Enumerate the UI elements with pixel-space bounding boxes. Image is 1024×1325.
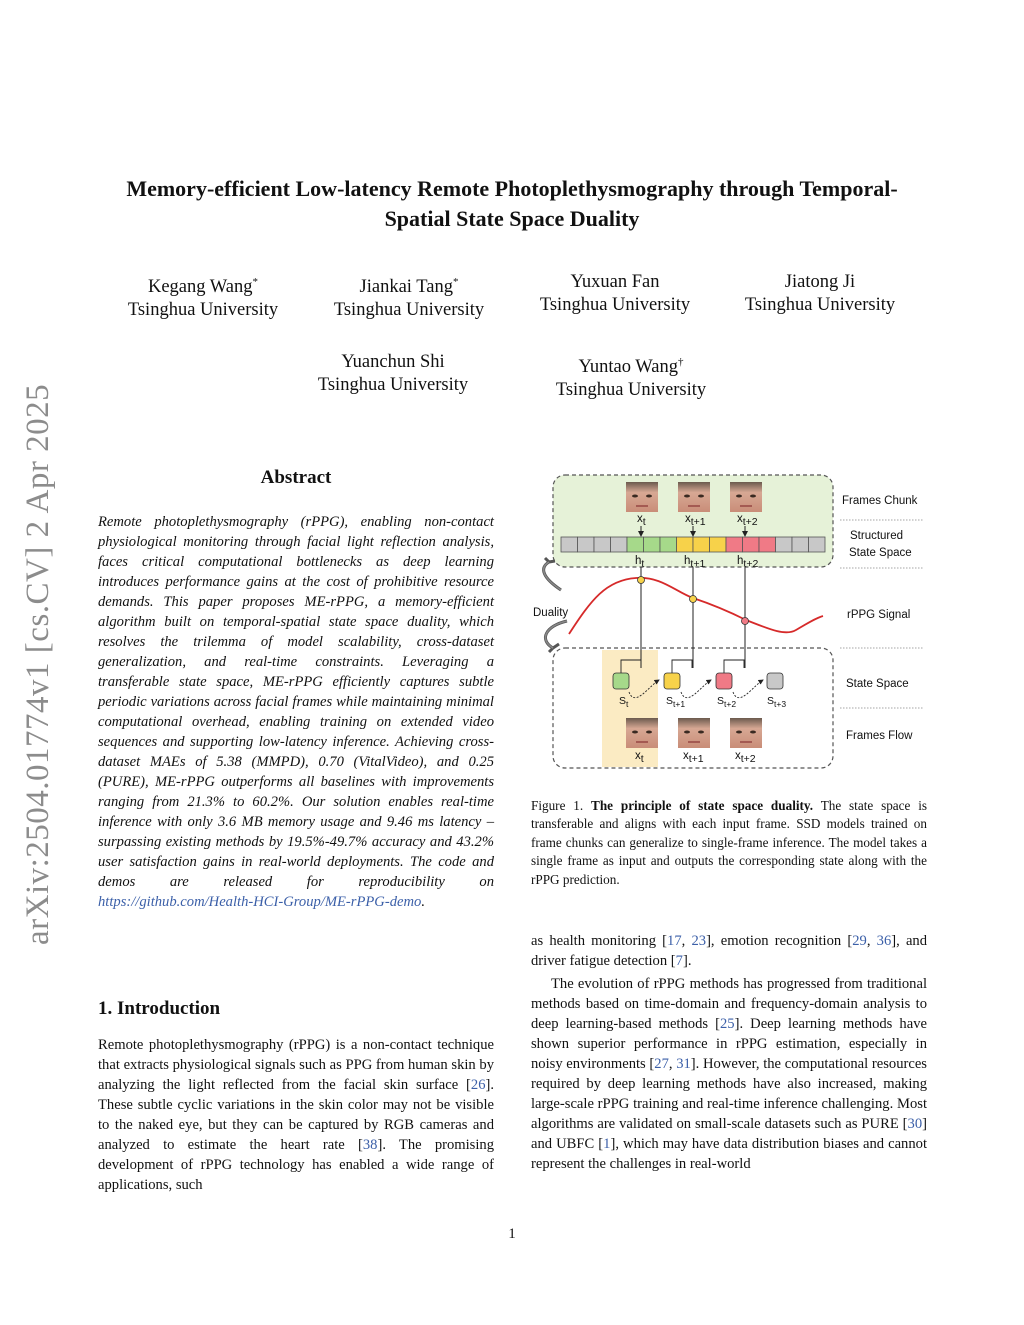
citation-link[interactable]: 25 [719, 1016, 735, 1032]
figure-1 [531, 470, 927, 775]
author-affiliation: Tsinghua University [744, 295, 896, 315]
top-x-label: xt+2 [737, 513, 758, 528]
signal-point [638, 577, 645, 584]
state-cell [809, 537, 826, 552]
abstract-heading: Abstract [260, 467, 332, 488]
author-2 [299, 271, 519, 322]
abstract-body-text: Remote photoplethysmography (rPPG), enabling non-contact physiological monitoring through facial light reflection analysis, faces critical computational bottlenecks as deep learning introduces performance gains at the cost of prohibitive resource demands. This paper proposes ME-rPPG, a memory-efficient algorithm built on temporal-spatial state space duality, which resolves the trilemma of model scalability, cross-dataset generalization, and real-time constraints. Leveraging a transferable state space, ME-rPPG efficiently captures subtle periodic variations across facial frames while maintaining minimal computational overhead, enabling training on extended video sequences and supporting low-latency inference. Achieving cross-dataset MAEs of 5.38 (MMPD), 0.70 (VitalVideo), and 0.25 (PURE), ME-rPPG outperforms all baselines with improvements ranging from 21.3% to 60.2%. Our solution enables real-time inference with only 3.6 MB memory usage and 9.46 ms latency – surpassing existing methods by 19.5%-49.7% accuracy and 43.2% user satisfaction gains in real-world deployments. The code and demos are released for reproducibility on [98, 514, 494, 890]
paragraph: as health monitoring [17, 23], emotion recognition [29, 36], and driver fatigue detection [7]. [531, 933, 928, 969]
structured-label: Structured [850, 530, 904, 542]
author-name: Jiankai Tang [359, 277, 453, 298]
signal-point [690, 596, 697, 603]
citation-link[interactable]: 1 [603, 1136, 611, 1152]
intro-paragraph [98, 1035, 494, 1195]
paper-title: Memory-efficient Low-latency Remote Photoplethysmography through Temporal-Spatial State Space Duality [126, 176, 898, 231]
signal-point [742, 618, 749, 625]
author-affiliation: Tsinghua University [127, 300, 279, 321]
caption-text: The state space is transferable and aligns with each input frame. SSD models trained on frame chunks can generalize to single-frame inference. The model takes a single frame as input and outputs the corresponding state along with the rPPG prediction. [531, 798, 928, 887]
bottom-x-label: xt+2 [735, 750, 756, 765]
hidden-label: ht+1 [684, 555, 706, 570]
state-label: $S_{t+3}$ [767, 695, 787, 709]
state-label: $S_{t+2}$ [717, 695, 737, 709]
state-connector [672, 660, 692, 673]
frames-chunk-label: Frames Chunk [842, 495, 918, 507]
state-box [613, 673, 629, 689]
code-link[interactable]: https://github.com/Health-HCI-Group/ME-rPPG-demo [98, 894, 422, 910]
state-box [767, 673, 783, 689]
face-image-bottom-xt2 [730, 718, 762, 748]
rppg-signal-label: rPPG Signal [847, 609, 911, 621]
duality-label: Duality [533, 607, 569, 619]
author-1 [93, 271, 313, 322]
structured-state-space-bar [561, 537, 825, 552]
author-mark: † [677, 356, 684, 368]
state-cell [677, 537, 694, 552]
text-run: ]. The promising development of rPPG technology has enabled a wide range of applications, such [98, 1137, 495, 1193]
author-4 [710, 271, 930, 317]
state-cell [611, 537, 628, 552]
figure-caption [531, 797, 927, 889]
citation-link[interactable]: 26 [470, 1077, 486, 1093]
face-image-xt1 [678, 482, 710, 512]
author-name: Jiatong Ji [784, 272, 856, 292]
state-cell [578, 537, 595, 552]
author-name: Yuanchun Shi [341, 352, 445, 372]
citation-link[interactable]: 31 [676, 1056, 691, 1072]
author-3 [505, 271, 725, 317]
author-affiliation: Tsinghua University [333, 300, 485, 321]
state-box [716, 673, 732, 689]
state-box [664, 673, 680, 689]
author-5 [283, 351, 503, 397]
top-x-label: xt [637, 513, 646, 528]
duality-arrows [544, 558, 567, 652]
top-x-label: xt+1 [685, 513, 706, 528]
state-cell [644, 537, 661, 552]
state-cell [561, 537, 578, 552]
state-cell [726, 537, 743, 552]
face-image-bottom-xt1 [678, 718, 710, 748]
face-image-xt [626, 482, 658, 512]
state-cell [792, 537, 809, 552]
author-name: Yuntao Wang [578, 357, 678, 378]
state-cell [776, 537, 793, 552]
citation-link[interactable]: 27 [654, 1056, 669, 1072]
state-cell [759, 537, 776, 552]
author-affiliation: Tsinghua University [539, 295, 691, 315]
citation-link[interactable]: 7 [675, 953, 683, 969]
state-cell [743, 537, 760, 552]
caption-label: Figure 1. [531, 798, 584, 813]
citation-link[interactable]: 17 [667, 933, 682, 949]
hidden-label: ht [635, 555, 645, 570]
author-affiliation: Tsinghua University [317, 375, 469, 395]
text-run: Remote photoplethysmography (rPPG) is a non-contact technique that extracts physiological signals such as PPG from human skin by analyzing the light reflected from the facial skin surface [ [98, 1037, 494, 1093]
citation-link[interactable]: 29 [852, 933, 867, 949]
state-cell [660, 537, 677, 552]
state-space-duality-diagram [531, 470, 927, 775]
citation-link[interactable]: 30 [907, 1116, 923, 1132]
citation-link[interactable]: 38 [362, 1137, 378, 1153]
citation-link[interactable]: 36 [876, 933, 892, 949]
frames-flow-label: Frames Flow [846, 730, 913, 742]
rppg-signal-curve [569, 578, 823, 634]
author-mark: * [252, 276, 258, 288]
state-label: $S_t$ [619, 695, 629, 709]
bottom-x-label: xt [635, 750, 644, 765]
author-name: Yuxuan Fan [570, 272, 660, 292]
abstract-text [98, 512, 494, 912]
state-cell [627, 537, 644, 552]
state-cell [710, 537, 727, 552]
current-frame-highlight [602, 650, 658, 767]
author-name: Kegang Wang [147, 277, 253, 298]
section-heading: 1. Introduction [98, 998, 221, 1019]
arxiv-identifier: arXiv:2504.01774v1 [cs.CV] 2 Apr 2025 [20, 383, 56, 945]
state-space-label: State Space [846, 678, 909, 690]
state-connector [724, 660, 744, 673]
bottom-x-label: xt+1 [683, 750, 704, 765]
hidden-label: ht+2 [737, 555, 759, 570]
text-run: ]. These subtle cyclic variations in the skin color may not be visible to the naked eye, but they can be captured by RGB cameras and analyzed to estimate the heart rate [ [98, 1077, 494, 1153]
state-cell [594, 537, 611, 552]
structured-label: State Space [849, 547, 912, 559]
author-affiliation: Tsinghua University [555, 380, 707, 401]
author-6 [521, 351, 741, 402]
right-column-text [531, 931, 927, 1174]
page-number: 1 [508, 1226, 516, 1242]
face-image-bottom-xt [626, 718, 658, 748]
citation-link[interactable]: 23 [691, 933, 707, 949]
caption-bold: The principle of state space duality. [591, 798, 814, 813]
abstract-end: . [421, 894, 425, 910]
face-image-xt2 [730, 482, 762, 512]
paragraph: The evolution of rPPG methods has progressed from traditional methods based on time-domain and frequency-domain analysis to deep learning-based methods [25]. Deep learning methods have shown superior performance in rPPG estimation, especially in noisy environments [27, 31]. However, the computational resources required by deep learning methods have also increased, making large-scale rPPG training and real-time inference challenging. Most algorithms are validated on small-scale datasets such as PURE [30] and UBFC [1], which may have data distribution biases and cannot represent the challenges in real-world [531, 976, 927, 1172]
author-mark: * [452, 276, 459, 288]
state-cell [693, 537, 710, 552]
state-label: $S_{t+1}$ [666, 695, 686, 709]
